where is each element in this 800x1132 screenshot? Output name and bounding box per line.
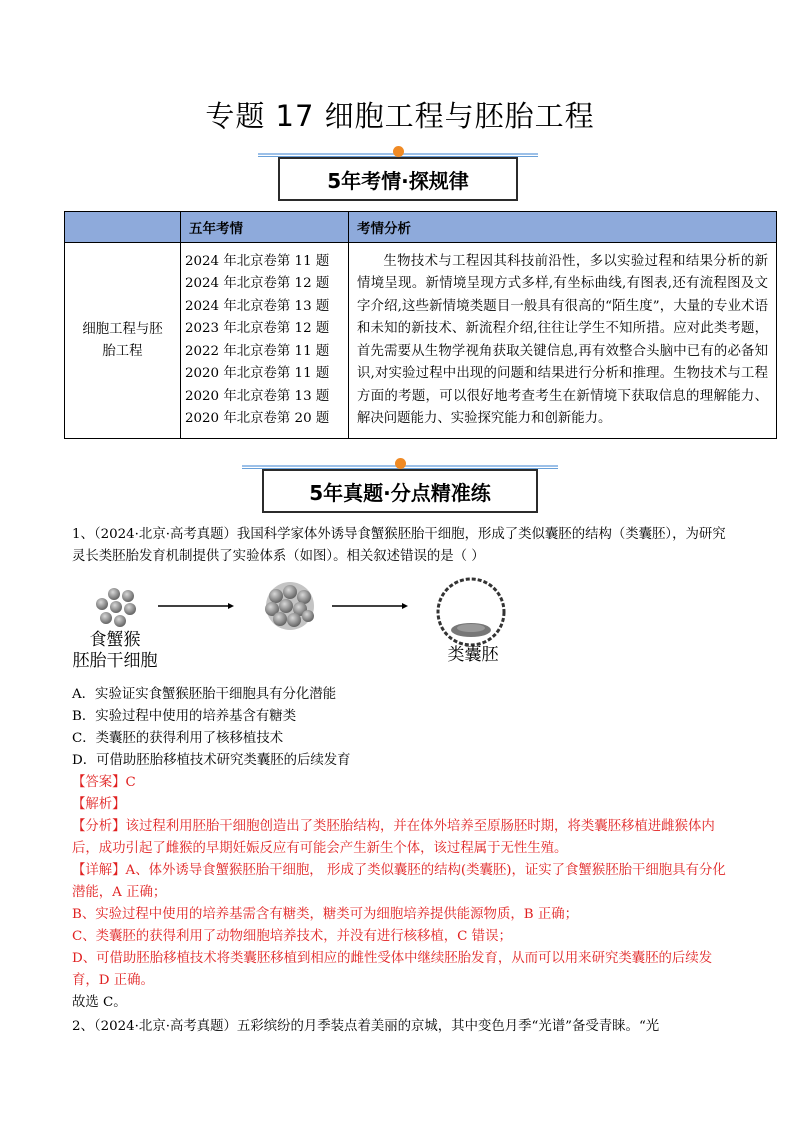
year-item: 2020 年北京卷第 11 题 [185, 366, 330, 381]
xiangjie-c: C、类囊胚的获得利用了动物细胞培养技术，并没有进行核移植，C 错误； [72, 929, 512, 944]
option-c: C．类囊胚的获得利用了核移植技术 [72, 731, 284, 746]
year-item: 2024 年北京卷第 13 题 [185, 298, 330, 314]
year-item: 2023 年北京卷第 12 题 [185, 321, 330, 336]
section-banner-practice [262, 469, 538, 513]
table-header-analysis: 考情分析 [349, 212, 777, 243]
question-2-stem: 2、（2024·北京·高考真题）五彩缤纷的月季装点着美丽的京城，其中变色月季“光谱”备受青睐。“光 [72, 1019, 660, 1034]
figure-label-blastoid: 类囊胚 [447, 645, 499, 665]
fenxi-text: 【分析】该过程利用胚胎干细胞创造出了类胚胎结构，并在体外培养至原肠胚时期，将类囊胚移植进雌猴体内后，成功引起了雌猴的早期妊娠反应有可能会产生新生个体，该过程属于无性生殖。 [72, 819, 715, 856]
question-1-stem: 1、（2024·北京·高考真题）我国科学家体外诱导食蟹猴胚胎干细胞，形成了类似囊胚的结构（类囊胚），为研究灵长类胚胎发育机制提供了实验体系（如图）。相关叙述错误的是（ ） [72, 527, 726, 564]
year-item: 2024 年北京卷第 11 题 [185, 253, 330, 269]
stem-cell-cluster-icon [96, 588, 136, 627]
orange-dot-icon [393, 146, 404, 157]
table-analysis-cell [349, 243, 777, 439]
orange-dot-icon [395, 458, 406, 469]
xiangjie-d: D、可借助胚胎移植技术将类囊胚移植到相应的雌性受体中继续胚胎发育，从而可以用来研究类囊胚的后续发育，D 正确。 [72, 951, 713, 988]
exam-analysis-table [64, 211, 777, 439]
option-b: B．实验过程中使用的培养基含有糖类 [72, 709, 297, 724]
option-a: A．实验证实食蟹猴胚胎干细胞具有分化潜能 [72, 687, 337, 702]
banner-label: 5年考情·探规律 [327, 169, 469, 193]
answer-line: 【答案】C [72, 775, 136, 790]
table-header-years: 五年考情 [181, 212, 349, 243]
blastoid-icon [438, 579, 504, 645]
table-topic-cell: 细胞工程与胚胎工程 [65, 243, 181, 439]
year-item: 2020 年北京卷第 13 题 [185, 388, 330, 404]
page-title: 专题 17 细胞工程与胚胎工程 [205, 99, 595, 133]
table-years-cell [181, 243, 349, 439]
year-item: 2024 年北京卷第 12 题 [185, 276, 330, 291]
year-item: 2022 年北京卷第 11 题 [185, 343, 330, 359]
year-item: 2020 年北京卷第 20 题 [185, 411, 330, 426]
figure-label-stem-cells: 食蟹猴 胚胎干细胞 [72, 630, 158, 671]
conclusion: 故选 C。 [72, 995, 127, 1010]
question-1-options [72, 684, 732, 772]
analysis-label: 【解析】 [72, 797, 126, 812]
option-d: D．可借助胚胎移植技术研究类囊胚的后续发育 [72, 753, 351, 768]
cell-aggregate-icon [265, 582, 314, 630]
answer-block [72, 772, 732, 992]
banner-label: 5年真题·分点精准练 [309, 481, 491, 505]
xiangjie-a: 【详解】A、体外诱导食蟹猴胚胎干细胞， 形成了类似囊胚的结构(类囊胚)，证实了食蟹猴胚胎干细胞具有分化潜能，A 正确； [72, 863, 726, 900]
table-header-blank [65, 212, 181, 243]
analysis-text: 生物技术与工程因其科技前沿性，多以实验过程和结果分析的新情境呈现。新情境呈现方式多样,有坐标曲线,有图表,还有流程图及文字介绍,这些新情境类题目一般具有很高的“陌生度”，大量的专业术语和未知的新技术、新流程介绍,往往让学生不知所措。应对此类考题，首先需要从生物学视角获取关键信息,再有效整合头脑中已有的必备知识,对实验过程中出现的问题和结果进行分析和推理。生物技术与工程方面的考题，可以很好地考查考生在新情境下获取信息的理解能力、解决问题能力、实验探究能力和创新能力。 [357, 253, 768, 426]
section-banner-trends [278, 157, 518, 201]
xiangjie-b: B、实验过程中使用的培养基需含有糖类，糖类可为细胞培养提供能源物质，B 正确； [72, 907, 578, 922]
